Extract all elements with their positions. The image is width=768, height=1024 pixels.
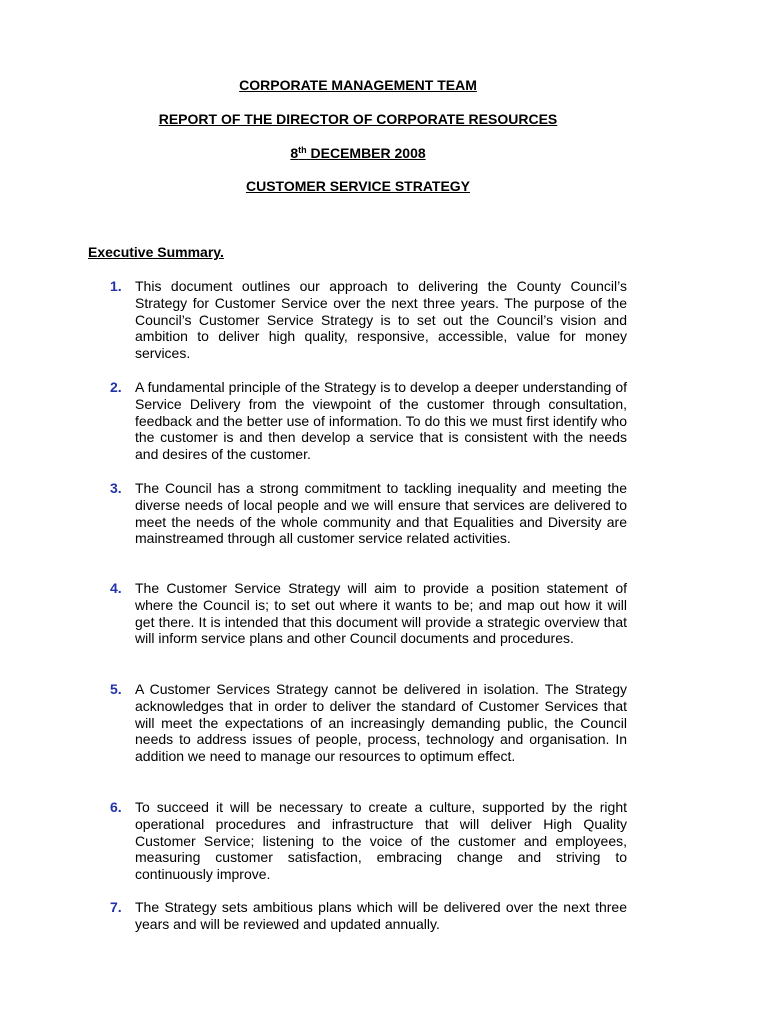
item-number: 4.	[110, 580, 122, 596]
heading-team: CORPORATE MANAGEMENT TEAM	[239, 77, 477, 93]
date-suffix: th	[298, 145, 307, 155]
item-number: 3.	[110, 480, 122, 496]
item-number: 5.	[110, 681, 122, 697]
item-text: The Customer Service Strategy will aim to provide a position statement of where the Council is; to set out where it wants to be; and map out how it will get there. It is intended that this document will provide a strategic overview that will inform service plans and other Council documents and procedures.	[135, 580, 627, 647]
item-number: 1.	[110, 278, 122, 294]
heading-report: REPORT OF THE DIRECTOR OF CORPORATE RESOURCES	[158, 111, 558, 127]
item-number: 2.	[110, 379, 122, 395]
heading-title: CUSTOMER SERVICE STRATEGY	[245, 178, 471, 194]
date-day: 8	[290, 145, 299, 161]
date-rest: DECEMBER 2008	[306, 145, 426, 161]
section-heading-executive-summary: Executive Summary.	[88, 244, 224, 260]
item-text: To succeed it will be necessary to create a culture, supported by the right operational procedures and infrastructure that will deliver High Quality Customer Service; listening to the voice of the customer and employees, measuring customer satisfaction, embracing change and striving to continuously improve.	[135, 799, 627, 883]
item-text: The Council has a strong commitment to tackling inequality and meeting the diverse needs of local people and we will ensure that services are delivered to meet the needs of the whole community and that Equalities and Diversity are mainstreamed through all customer service related activities.	[135, 480, 627, 547]
item-number: 6.	[110, 799, 122, 815]
item-text: A Customer Services Strategy cannot be delivered in isolation. The Strategy acknowledges that in order to deliver the standard of Customer Services that will meet the expectations of an increasingly demanding public, the Council needs to address issues of people, process, technology and organisation. In addition we need to manage our resources to optimum effect.	[135, 681, 627, 765]
heading-date	[0, 145, 716, 162]
item-number: 7.	[110, 899, 122, 915]
item-text: This document outlines our approach to delivering the County Council’s Strategy for Customer Service over the next three years. The purpose of the Council’s Customer Service Strategy is to set out the Council’s vision and ambition to deliver high quality, responsive, accessible, value for money services.	[135, 278, 627, 362]
item-text: A fundamental principle of the Strategy is to develop a deeper understanding of Service Delivery from the viewpoint of the customer through consultation, feedback and the better use of information. To do this we must first identify who the customer is and then develop a service that is consistent with the needs and desires of the customer.	[135, 379, 627, 463]
item-text: The Strategy sets ambitious plans which will be delivered over the next three years and will be reviewed and updated annually.	[135, 899, 627, 932]
